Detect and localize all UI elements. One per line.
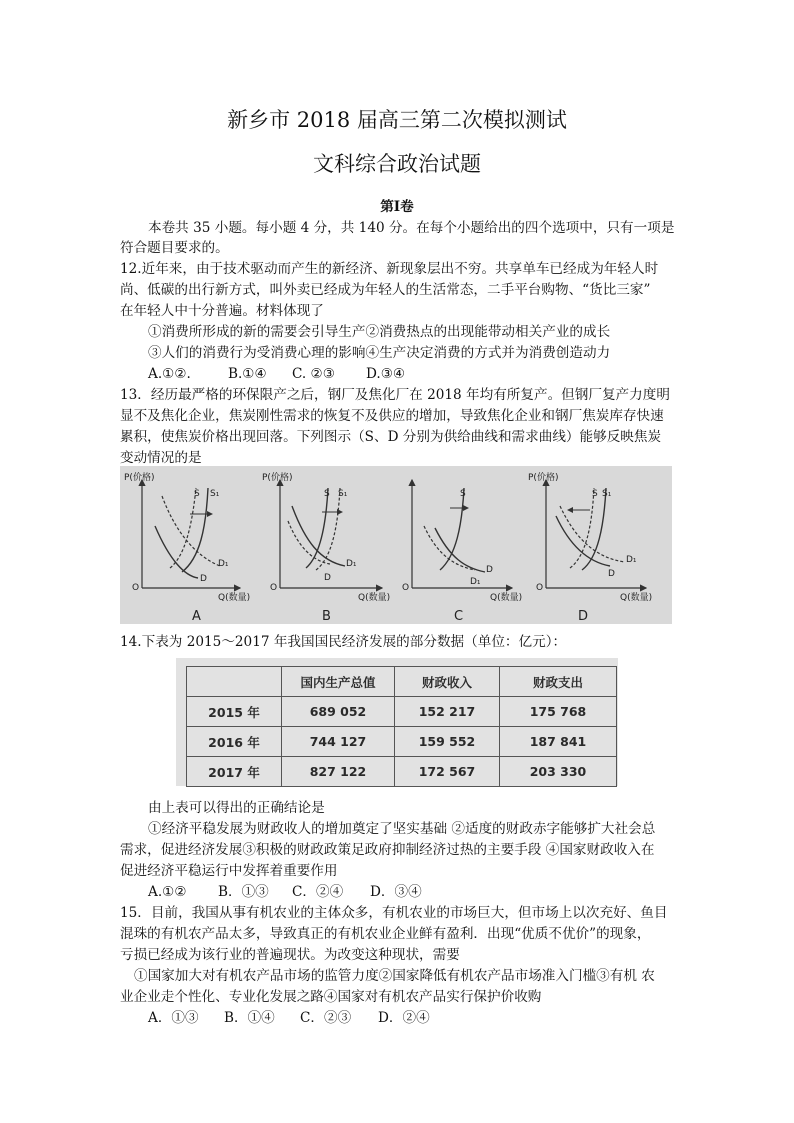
table-header-gdp: 国内生产总值 — [282, 667, 395, 697]
q12-option-b: B.①④ — [228, 366, 267, 382]
q12-statement-2: ③人们的消费行为受消费心理的影响④生产决定消费的方式并为消费创造动力 — [148, 345, 611, 361]
q14-option-d: D．③④ — [370, 884, 422, 900]
q13-line-2: 显不及焦化企业，焦炭刚性需求的恢复不及供应的增加，导致焦化企业和钢厂焦炭库存快速 — [120, 408, 664, 424]
graph-a-label-s1: S₁ — [210, 489, 220, 499]
q14-option-a: A.①② — [148, 884, 187, 900]
graph-d-label-d1: D₁ — [626, 555, 637, 565]
q12-option-c: C. ②③ — [292, 366, 335, 382]
graph-c-panel-label: C — [454, 609, 464, 624]
table-cell: 2016 年 — [187, 727, 282, 757]
graph-panel-a — [124, 471, 250, 624]
q13-line-3: 累积，使焦炭价格出现回落。下列图示（S、D 分别为供给曲线和需求曲线）能够反映焦炭 — [120, 429, 662, 445]
q13-line-4: 变动情况的是 — [120, 450, 202, 466]
q15-option-a: A．①③ — [148, 1010, 199, 1026]
q14-prompt: 由上表可以得出的正确结论是 — [148, 800, 325, 816]
table-row — [187, 757, 617, 787]
q15-option-c: C．②③ — [300, 1010, 352, 1026]
q12-line-3: 在年轻人中十分普遍。材料体现了 — [120, 303, 324, 319]
intro-line-1: 本卷共 35 小题。每小题 4 分，共 140 分。在每个小题给出的四个选项中，只有一项是 — [148, 220, 675, 236]
graph-b-label-d1: D₁ — [346, 559, 357, 569]
graph-a-label-d: D — [200, 574, 207, 584]
table-header-revenue: 财政收入 — [395, 667, 500, 697]
graph-d-x-label: Q(数量) — [620, 593, 653, 603]
table-cell: 827 122 — [282, 757, 395, 787]
page-subtitle: 文科综合政治试题 — [313, 152, 481, 176]
table-cell: 187 841 — [500, 727, 617, 757]
graph-b-label-s1: S₁ — [338, 489, 348, 499]
graph-b-y-label: P(价格) — [262, 473, 293, 483]
graph-panel-c — [402, 480, 522, 624]
data-table — [186, 666, 617, 787]
table-cell: 152 217 — [395, 697, 500, 727]
q12-option-a: A.①②. — [148, 366, 191, 382]
graph-d-label-d: D — [608, 569, 615, 579]
page-title: 新乡市 2018 届高三第二次模拟测试 — [227, 108, 567, 132]
section-heading: 第Ⅰ卷 — [380, 199, 414, 215]
graph-c-label-s: S — [460, 489, 466, 499]
graph-d-origin: O — [536, 583, 544, 593]
graph-d-panel-label: D — [578, 609, 589, 624]
graph-c-x-label: Q(数量) — [490, 593, 523, 603]
q12-line-1: 12.近年来，由于技术驱动而产生的新经济、新现象层出不穷。共享单车已经成为年轻人时 — [120, 261, 659, 277]
q12-option-d: D.③④ — [366, 366, 406, 382]
graph-a-x-label: Q(数量) — [218, 593, 251, 603]
graph-d-y-label: P(价格) — [528, 473, 559, 483]
table-header-row — [187, 667, 617, 697]
table-cell: 175 768 — [500, 697, 617, 727]
table-cell: 159 552 — [395, 727, 500, 757]
graph-a-panel-label: A — [192, 609, 201, 624]
q15-option-d: D．②④ — [378, 1010, 430, 1026]
graph-c-label-d1: D₁ — [470, 577, 481, 587]
graph-b-label-d: D — [324, 573, 331, 583]
table-cell: 172 567 — [395, 757, 500, 787]
graph-b-panel-label: B — [322, 609, 331, 624]
table-cell: 689 052 — [282, 697, 395, 727]
table-row — [187, 727, 617, 757]
table-row — [187, 697, 617, 727]
q12-statement-1: ①消费所形成的新的需要会引导生产②消费热点的出现能带动相关产业的成长 — [148, 324, 611, 340]
q15-line-3: 亏损已经成为该行业的普遍现状。为改变这种现状，需要 — [120, 947, 460, 963]
table-header-empty — [187, 667, 282, 697]
q15-statement-1: ①国家加大对有机农产品市场的监管力度②国家降低有机农产品市场准入门槛③有机 农 — [134, 968, 655, 984]
graph-d-label-s: S — [592, 489, 598, 499]
graph-b-x-label: Q(数量) — [358, 593, 391, 603]
table-header-expenditure: 财政支出 — [500, 667, 617, 697]
table-cell: 2017 年 — [187, 757, 282, 787]
graph-c-label-d: D — [486, 565, 493, 575]
q15-line-1: 15．目前，我国从事有机农业的主体众多，有机农业的市场巨大，但市场上以次充好、鱼目 — [120, 905, 668, 921]
graph-d-label-s1: S₁ — [602, 489, 612, 499]
graph-a-label-s: S — [194, 489, 200, 499]
graph-b-label-s: S — [324, 489, 330, 499]
supply-demand-figure — [120, 466, 672, 624]
table-cell: 744 127 — [282, 727, 395, 757]
q14-statement-1: ①经济平稳发展为财政收人的增加奠定了坚实基础 ②适度的财政赤字能够扩大社会总 — [148, 821, 656, 837]
graph-a-y-label: P(价格) — [124, 473, 155, 483]
q14-option-c: C．②④ — [292, 884, 344, 900]
q14-statement-2: 需求，促进经济发展③积极的财政政策足政府抑制经济过热的主要手段 ④国家财政收入在 — [120, 842, 655, 858]
graph-a-origin: O — [132, 583, 140, 593]
data-table-image — [176, 658, 618, 786]
q15-option-b: B．①④ — [224, 1010, 275, 1026]
q15-line-2: 混珠的有机农产品太多，导致真正的有机农业企业鲜有盈利．出现“优质不优价”的现象， — [120, 926, 651, 942]
q13-line-1: 13．经历最严格的环保限产之后，钢厂及焦化厂在 2018 年均有所复产。但钢厂复产力度明 — [120, 387, 670, 403]
graph-a-label-d1: D₁ — [218, 559, 229, 569]
graph-b-origin: O — [270, 583, 278, 593]
graph-c-origin: O — [402, 583, 410, 593]
graph-panel-b — [262, 471, 390, 624]
graph-panel-d — [528, 471, 652, 624]
intro-line-2: 符合题目要求的。 — [120, 240, 229, 256]
q14-line-1: 14.下表为 2015～2017 年我国国民经济发展的部分数据（单位：亿元）： — [120, 634, 567, 650]
q14-option-b: B．①③ — [218, 884, 269, 900]
table-cell: 2015 年 — [187, 697, 282, 727]
q12-line-2: 尚、低碳的出行新方式，叫外卖已经成为年轻人的生活常态，二手平台购物、“货比三家” — [120, 282, 651, 298]
table-cell: 203 330 — [500, 757, 617, 787]
q15-statement-2: 业企业走个性化、专业化发展之路④国家对有机农产品实行保护价收购 — [120, 989, 542, 1005]
q14-statement-3: 促进经济平稳运行中发挥着重要作用 — [120, 863, 338, 879]
